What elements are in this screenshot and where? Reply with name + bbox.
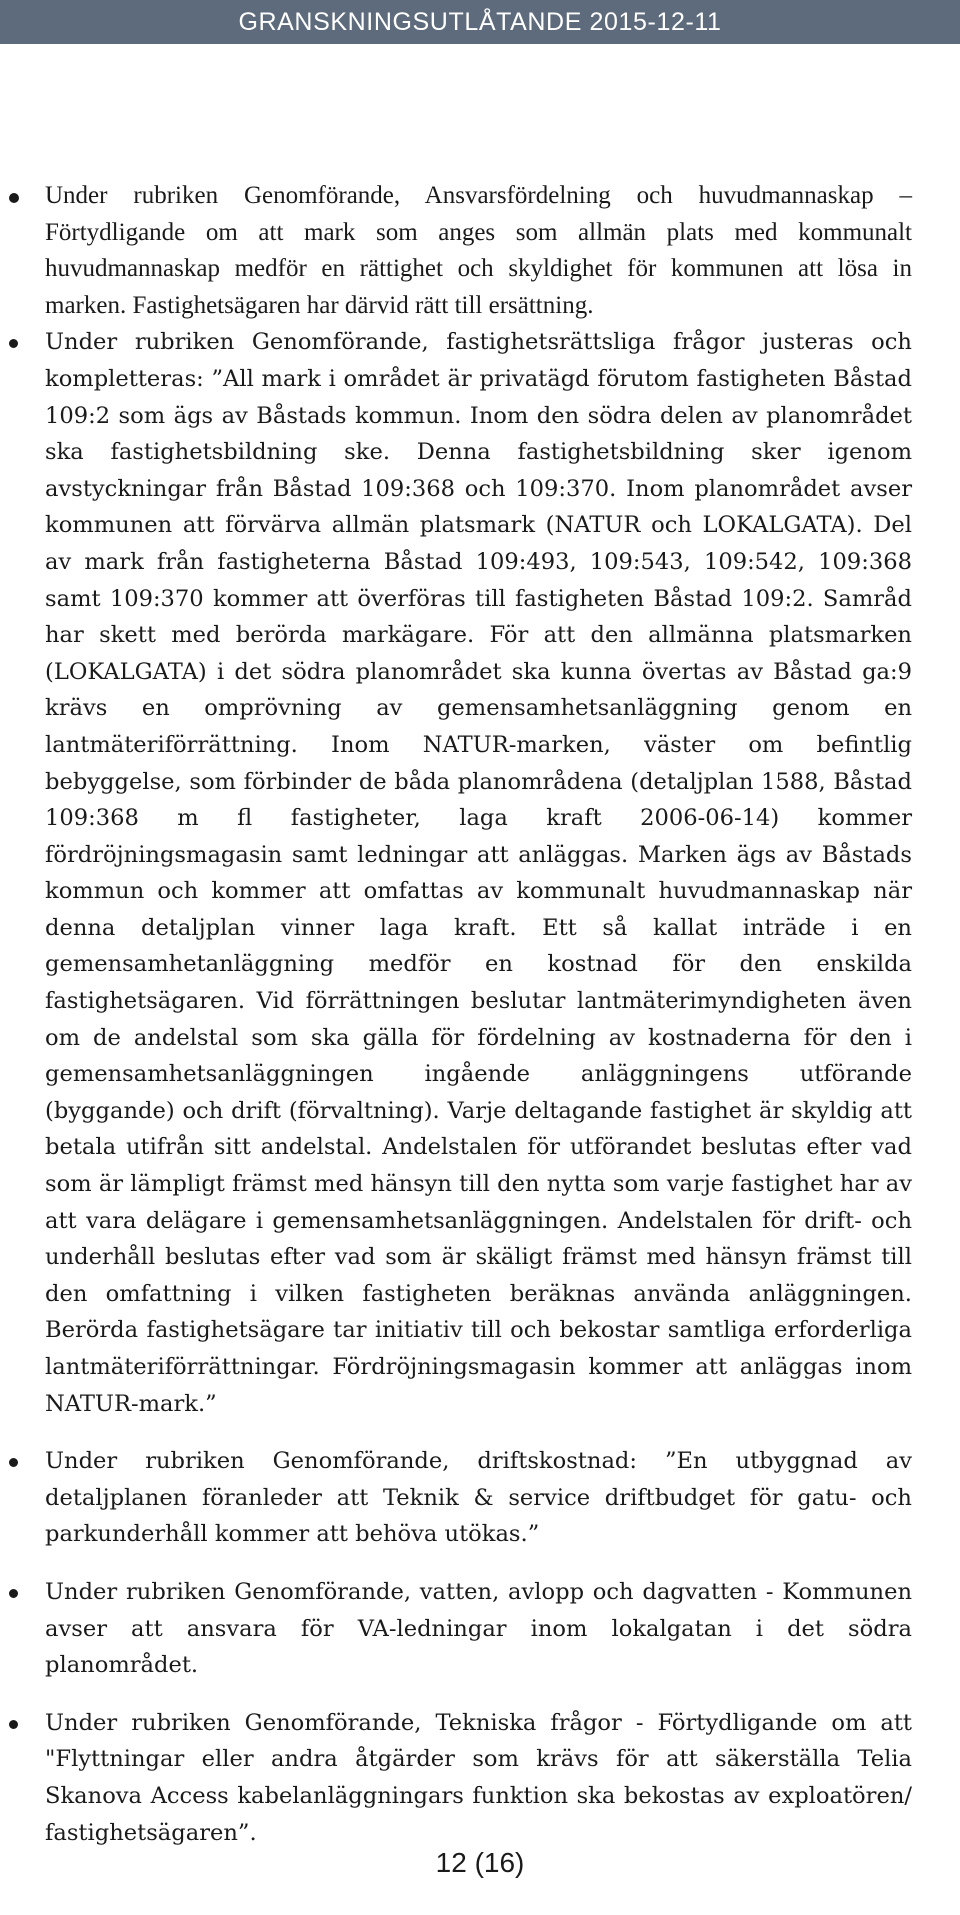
bullet-dot-icon [9,339,18,348]
bullet-dot-icon [9,193,19,203]
page-number: 12 (16) [435,1847,525,1878]
bullet-dot-icon [9,1589,18,1598]
bullet-dot-icon [9,1458,18,1467]
bullet-text: Under rubriken Genomförande, Tekniska frågor - Förtydligande om att "Flyttningar eller andra åtgärder som krävs för att säkerställa Telia Skanova Access kabelanläggningars funktion ska bekostas av exploatören/ fastighetsägaren”. [45,1709,912,1846]
bullet-text: Under rubriken Genomförande, Ansvarsfördelning och huvudmannaskap – Förtydligande om att mark som anges som allmän plats med kommunalt huvudmannaskap medför en rättighet och skyldighet för kommunen att lösa in marken. Fastighetsägaren har därvid rätt till ersättning. [45,182,912,319]
bullet-item-vatten-avlopp [45,1574,912,1684]
bullet-item-tekniska-fragor [45,1705,912,1851]
bullet-text: Under rubriken Genomförande, driftskostnad: ”En utbyggnad av detaljplanen föranleder att Teknik & service driftbudget för gatu- och parkunderhåll kommer att behöva utökas.” [45,1448,912,1548]
bullet-text: Under rubriken Genomförande, fastighetsrättsliga frågor justeras och kompletteras: ”All mark i området är privatägd förutom fastigheten Båstad 109:2 som ägs av Båstads kommun. Inom den södra delen av planområdet ska fastighetsbildning ske. Denna fastighetsbildning sker igenom avstyckningar från Båstad 109:368 och 109:370. Inom planområdet avser kommunen att förvärva allmän platsmark (NATUR och LOKALGATA). Del av mark från fastigheterna Båstad 109:493, 109:543, 109:542, 109:368 samt 109:370 kommer att överföras till fastigheten Båstad 109:2. Samråd har skett med berörda markägare. För att den allmänna platsmarken (LOKALGATA) i det södra planområdet ska kunna övertas av Båstad ga:9 krävs en omprövning av gemensamhetsanläggning genom en lantmäteriförrättning. Inom NATUR-marken, väster om befintlig bebyggelse, som förbinder de båda planområdena (detaljplan 1588, Båstad 109:368 m fl fastigheter, laga kraft 2006-06-14) kommer fördröjningsmagasin samt ledningar att anläggas. Marken ägs av Båstads kommun och kommer att omfattas av kommunalt huvudmannaskap när denna detaljplan vinner laga kraft. Ett så kallat inträde i en gemensamhetanläggning medför en kostnad för den enskilda fastighetsägaren. Vid förrättningen beslutar lantmäterimyndigheten även om de andelstal som ska gälla för fördelning av kostnaderna för den i gemensamhetsanläggningen ingående anläggningens utförande (byggande) och drift (förvaltning). Varje deltagande fastighet är skyldig att betala utifrån sitt andelstal. Andelstalen för utförandet beslutas efter vad som är lämpligt främst med hänsyn till den nytta som varje fastighet har av att vara delägare i gemensamhetsanläggningen. Andelstalen för drift- och underhåll beslutas efter vad som är skäligt främst med hänsyn främst till den omfattning i vilken fastigheten beräknas använda anläggningen. Berörda fastighetsägare tar initiativ till och bekostar samtliga erforderliga lantmäteriförrättningar. Fördröjningsmagasin kommer att anläggas inom NATUR-mark.” [45,329,912,1417]
bullet-text: Under rubriken Genomförande, vatten, avlopp och dagvatten - Kommunen avser att ansvara för VA-ledningar inom lokalgatan i det södra planområdet. [45,1578,912,1679]
bullet-item-fastighetsrattsliga [45,324,912,1422]
bullet-item-driftskostnad [45,1443,912,1553]
bullet-dot-icon [9,1720,18,1729]
bullet-list [0,178,960,1851]
bullet-item-ansvarsfordelning [45,178,912,324]
document-header-title: GRANSKNINGSUTLÅTANDE 2015-12-11 [238,8,722,36]
